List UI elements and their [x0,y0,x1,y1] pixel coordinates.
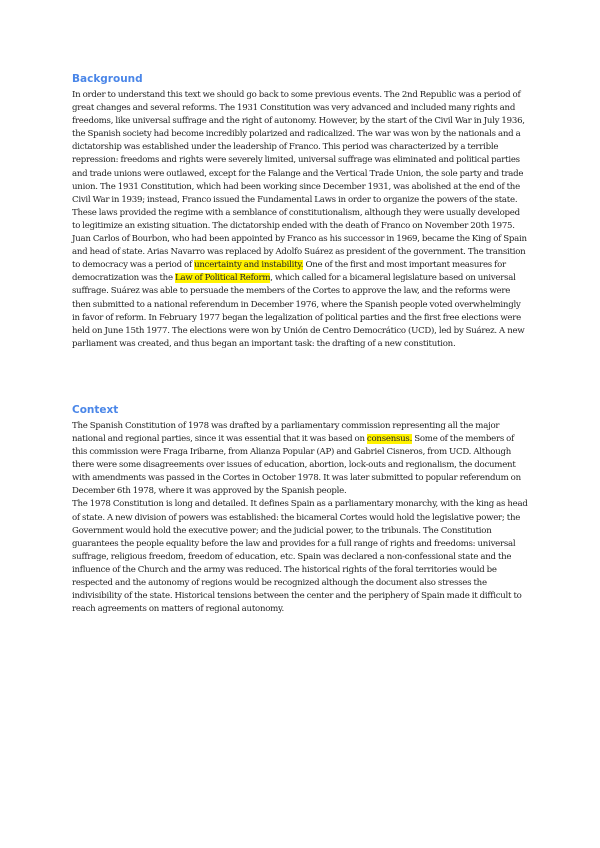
context-paragraph-1 [72,420,530,499]
background-text-2: One of the first and most important measures for democratization was the [72,260,506,284]
highlight-law-political-reform: Law of Political Reform [174,273,271,284]
highlight-uncertainty: uncertainty and instability. [194,260,304,271]
context-section [72,403,530,616]
context-text-1: The Spanish Constitution of 1978 was drafted by a parliamentary commission representing all the major national and regional parties, since it was essential that it was based on [72,420,500,444]
background-heading: Background [72,73,143,85]
background-text-3: , which called for a bicameral legislature based on universal suffrage. Suárez was able to persuade the members of the Cortes to approve the law, and the reforms were then submitted to a national referendum in December 1976, where the Spanish people voted overwhelmingly in favor of reform. In February 1977 began the legalization of political parties and the first free elections were held on June 15th 1977. The elections were won by Unión de Centro Democrático (UCD), led by Suárez. A new parliament was created, and thus began an important task: the drafting of a new constitution. [72,273,525,349]
background-paragraph [72,89,530,351]
context-text-2: Some of the members of this commission were Fraga Iribarne, from Alianza Popular (AP) and Gabriel Cisneros, from UCD. Although there were some disagreements over issues of education, abortion, lock-outs and regionalism, the document with amendments was passed in the Cortes in October 1978. It was later submitted to popular referendum on December 6th 1978, where it was approved by the Spanish people. [72,433,521,497]
highlight-consensus: consensus. [366,433,413,444]
context-heading: Context [72,403,119,416]
background-text-1: In order to understand this text we should go back to some previous events. The 2nd Republic was a period of great changes and several reforms. The 1931 Constitution was very advanced and included many rights and freedoms, like universal suffrage and the right of autonomy. However, by the start of the Civil War in July 1936, the Spanish society had become incredibly polarized and radicalized. The war was won by the nationals and a dictatorship was established under the leadership of Franco. This period was characterized by a terrible repression: freedoms and rights were severely limited, universal suffrage was eliminated and political parties and trade unions were outlawed, except for the Falange and the Vertical Trade Union, the sole party and trade union. The 1931 Constitution, which had been working since December 1931, was abolished at the end of the Civil War in 1939; instead, Franco issued the Fundamental Laws in order to organize the powers of the state. These laws provided the regime with a semblance of constitutionalism, although they were usually developed to legitimize an existing situation. The dictatorship ended with the death of Franco on November 20th 1975. Juan Carlos of Bourbon, who had been appointed by Franco as his successor in 1969, became the King of Spain and head of state. Arias Navarro was replaced by Adolfo Suárez as president of the government. The transition to democracy was a period of [72,90,527,271]
section-spacer [72,351,530,403]
context-paragraph-2: The 1978 Constitution is long and detailed. It defines Spain as a parliamentary monarchy, with the king as head of state. A new division of powers was established: the bicameral Cortes would hold the legislative power; the Government would hold the executive power; and the judicial power, to the tribunals. The Constitution guarantees the people equality before the law and provides for a full range of rights and freedoms: universal suffrage, religious freedom, freedom of education, etc. Spain was declared a non-confessional state and the influence of the Church and the army was reduced. The historical rights of the foral territories would be respected and the autonomy of regions would be recognized although the document also stresses the indivisibility of the state. Historical tensions between the center and the periphery of Spain made it difficult to reach agreements on matters of regional autonomy. [72,499,528,615]
background-section [72,72,530,351]
document-page [72,72,530,616]
